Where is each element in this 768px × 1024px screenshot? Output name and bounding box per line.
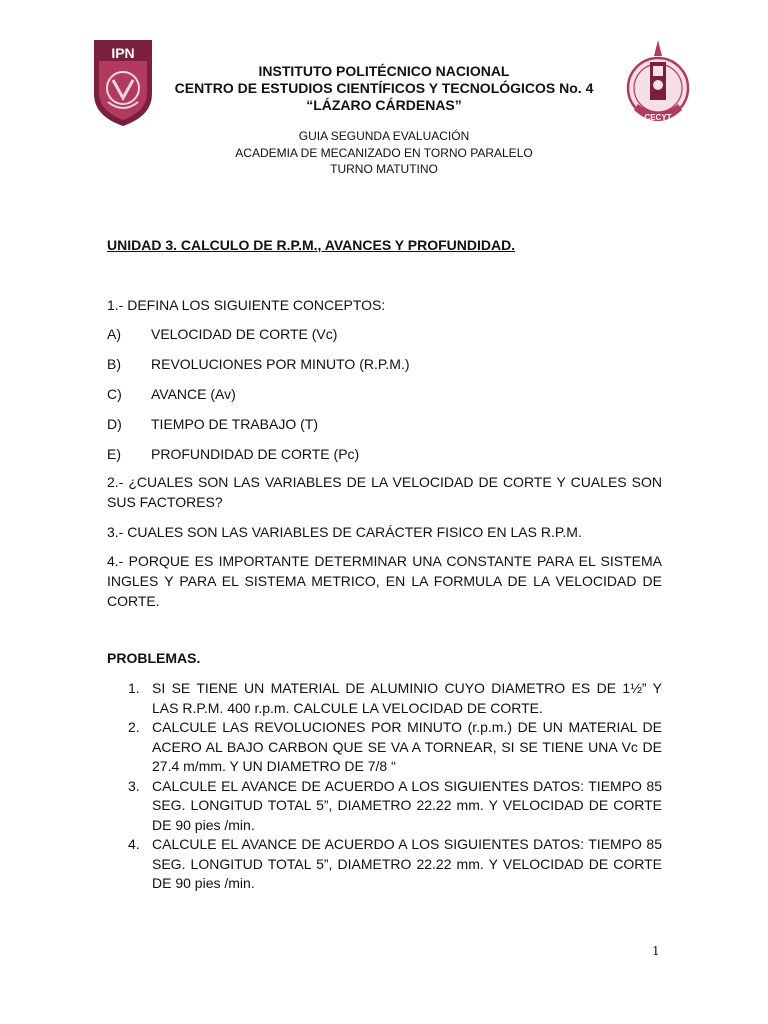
problem-number: 1. — [128, 680, 140, 696]
problem-text: CALCULE EL AVANCE DE ACUERDO A LOS SIGUIENTES DATOS: TIEMPO 85 SEG. LONGITUD TOTAL 5”, DIAMETRO 22.22 mm. Y VELOCIDAD DE CORTE DE 90 pies /min. — [152, 836, 662, 891]
problem-item — [107, 679, 662, 718]
definition-letter: C) — [107, 386, 122, 402]
question-2: 2.- ¿CUALES SON LAS VARIABLES DE LA VELOCIDAD DE CORTE Y CUALES SON SUS FACTORES? — [107, 474, 662, 510]
definition-text: AVANCE (Av) — [151, 386, 236, 402]
guide-title: GUIA SEGUNDA EVALUACIÓN — [298, 129, 470, 143]
problems-list — [107, 679, 662, 894]
definition-list — [107, 324, 410, 474]
definition-item — [107, 324, 410, 354]
problem-text: SI SE TIENE UN MATERIAL DE ALUMINIO CUYO DIAMETRO ES DE 1½” Y LAS R.P.M. 400 r.p.m. CALCULE LA VELOCIDAD DE CORTE. — [152, 680, 662, 716]
definition-letter: E) — [107, 446, 121, 462]
institution-header — [0, 63, 768, 114]
definition-item — [107, 444, 410, 474]
unit-title: UNIDAD 3. CALCULO DE R.P.M., AVANCES Y PROFUNDIDAD. — [107, 237, 516, 253]
definition-item — [107, 384, 410, 414]
problem-item — [107, 835, 662, 894]
shift-name: TURNO MATUTINO — [330, 162, 438, 176]
svg-text:IPN: IPN — [111, 45, 135, 61]
institution-name: INSTITUTO POLITÉCNICO NACIONAL — [258, 63, 510, 79]
definition-letter: A) — [107, 326, 121, 342]
academy-name: ACADEMIA DE MECANIZADO EN TORNO PARALELO — [235, 145, 533, 160]
problem-number: 2. — [128, 719, 140, 735]
problem-number: 4. — [128, 836, 140, 852]
problem-text: CALCULE LAS REVOLUCIONES POR MINUTO (r.p.m.) DE UN MATERIAL DE ACERO AL BAJO CARBON QUE SE VA A TORNEAR, SI SE TIENE UNA Vc DE 27.4 m/mm. Y UN DIAMETRO DE 7/8 “ — [152, 719, 662, 774]
question-3: 3.- CUALES SON LAS VARIABLES DE CARÁCTER FISICO EN LAS R.P.M. — [107, 524, 582, 540]
problems-title: PROBLEMAS. — [107, 650, 201, 666]
center-name: CENTRO DE ESTUDIOS CIENTÍFICOS Y TECNOLÓGICOS No. 4 — [174, 80, 594, 96]
problem-item — [107, 777, 662, 836]
definition-text: PROFUNDIDAD DE CORTE (Pc) — [151, 446, 360, 462]
problem-item — [107, 718, 662, 777]
question-1: 1.- DEFINA LOS SIGUIENTE CONCEPTOS: — [107, 297, 386, 313]
question-4: 4.- PORQUE ES IMPORTANTE DETERMINAR UNA CONSTANTE PARA EL SISTEMA INGLES Y PARA EL SISTEMA METRICO, EN LA FORMULA DE LA VELOCIDAD DE CORTE. — [107, 553, 662, 609]
school-name: “LÁZARO CÁRDENAS” — [306, 97, 462, 113]
problem-number: 3. — [128, 777, 140, 794]
definition-text: TIEMPO DE TRABAJO (T) — [151, 416, 318, 432]
definition-item — [107, 414, 410, 444]
problem-text: CALCULE EL AVANCE DE ACUERDO A LOS SIGUIENTES DATOS: TIEMPO 85 SEG. LONGITUD TOTAL 5”, DIAMETRO 22.22 mm. Y VELOCIDAD DE CORTE DE 90 pies /min. — [152, 777, 662, 833]
svg-text:CECYT: CECYT — [644, 113, 672, 122]
page-number: 1 — [652, 944, 660, 958]
definition-letter: D) — [107, 416, 122, 432]
definition-item — [107, 354, 410, 384]
definition-text: VELOCIDAD DE CORTE (Vc) — [151, 326, 338, 342]
definition-text: REVOLUCIONES POR MINUTO (R.P.M.) — [151, 356, 410, 372]
definition-letter: B) — [107, 356, 121, 372]
guide-header — [0, 128, 768, 178]
